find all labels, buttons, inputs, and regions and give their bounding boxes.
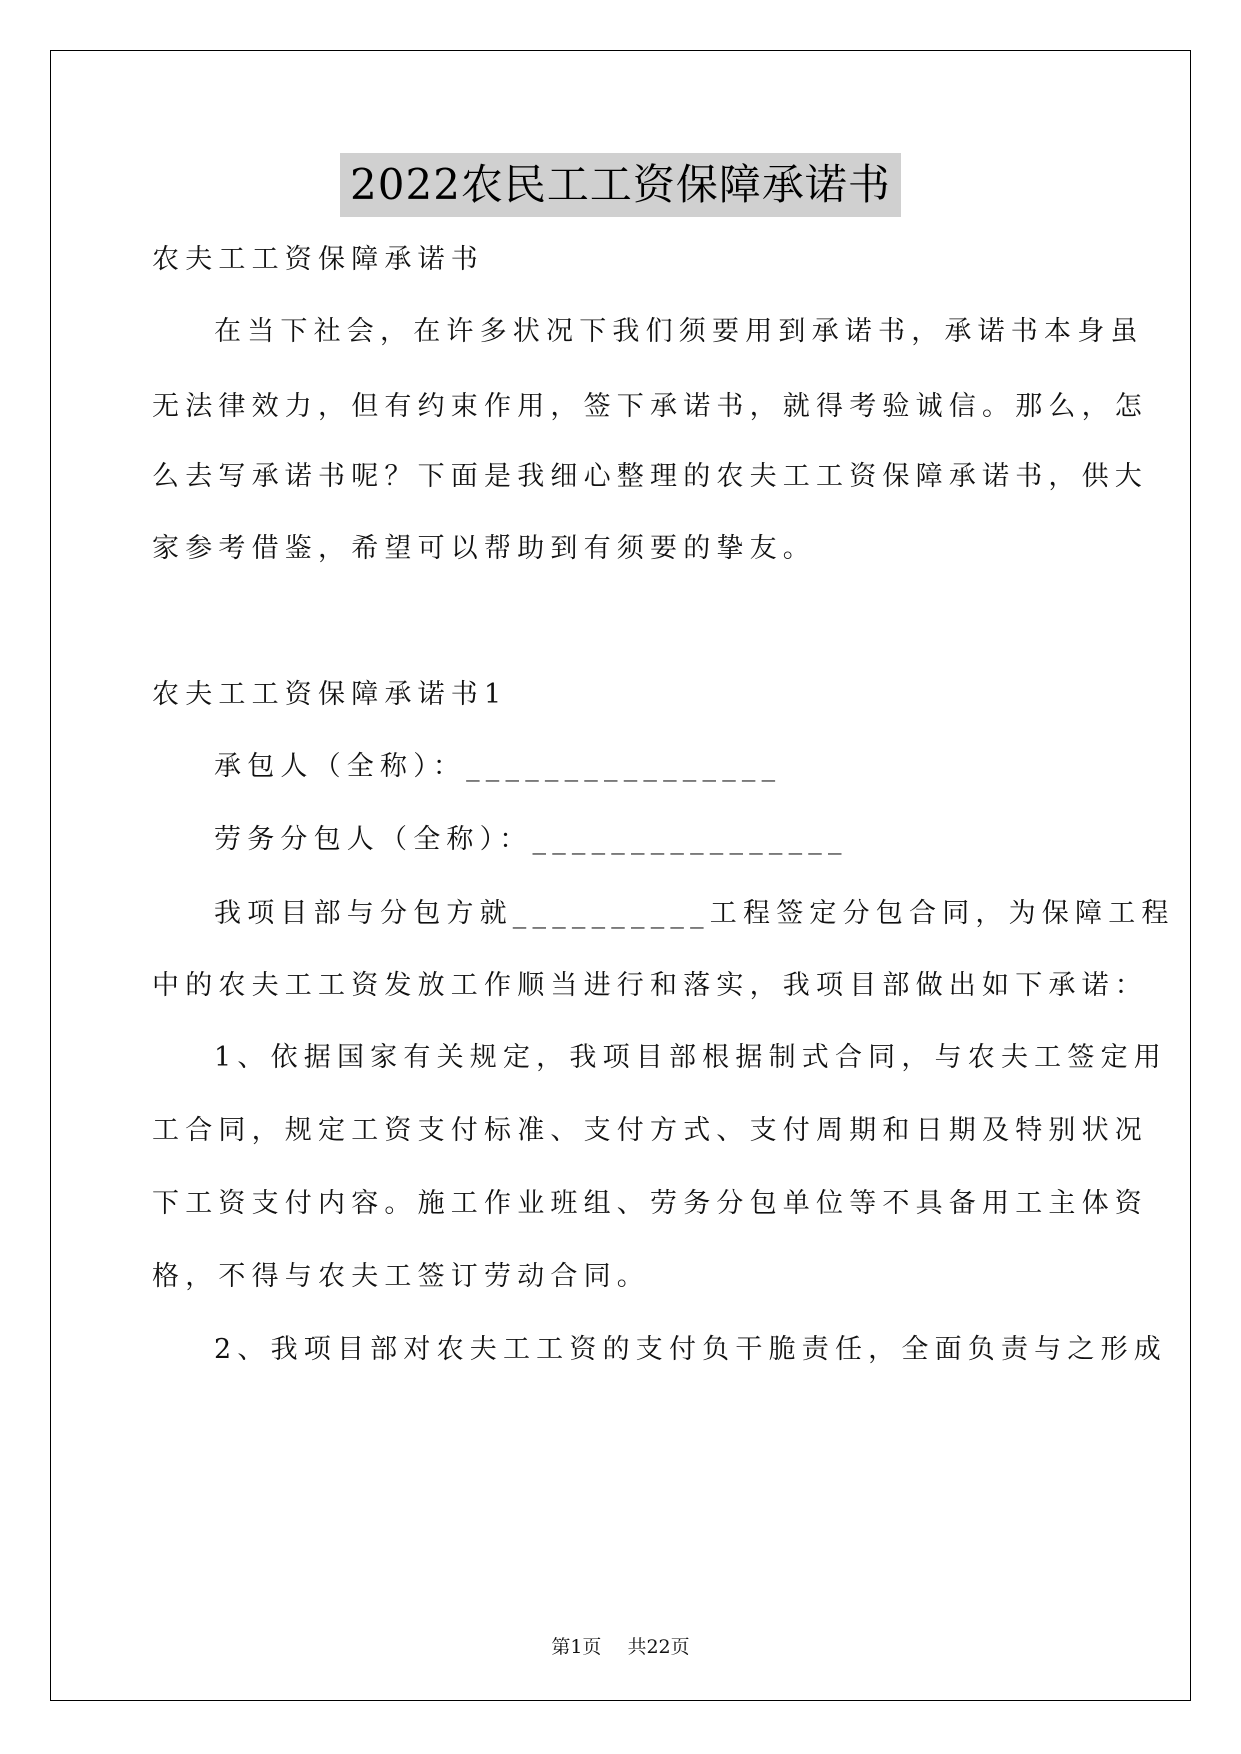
paragraph-line: 2、我项目部对农夫工工资的支付负干脆责任，全面负责与之形成 (214, 1334, 1167, 1365)
paragraph-line: 么去写承诺书呢？下面是我细心整理的农夫工工资保障承诺书，供大 (152, 461, 1148, 492)
paragraph-line: 在当下社会，在许多状况下我们须要用到承诺书，承诺书本身虽 (214, 316, 1144, 347)
paragraph-line: 下工资支付内容。施工作业班组、劳务分包单位等不具备用工主体资 (152, 1188, 1148, 1219)
paragraph-line: 工合同，规定工资支付标准、支付方式、支付周期和日期及特别状况 (152, 1115, 1148, 1146)
paragraph-line: 格，不得与农夫工签订劳动合同。 (152, 1261, 650, 1292)
section-heading: 农夫工工资保障承诺书1 (152, 679, 508, 710)
paragraph-line: 我项目部与分包方就__________工程签定分包合同，为保障工程 (214, 898, 1175, 929)
title-wrap (0, 153, 1241, 217)
document-title: 2022农民工工资保障承诺书 (340, 153, 901, 217)
paragraph-line: 中的农夫工工资发放工作顺当进行和落实，我项目部做出如下承诺： (152, 970, 1148, 1001)
paragraph-line: 1、依据国家有关规定，我项目部根据制式合同，与农夫工签定用 (214, 1042, 1167, 1073)
page-total: 共22页 (627, 1636, 690, 1658)
paragraph-line: 家参考借鉴，希望可以帮助到有须要的挚友。 (152, 533, 816, 564)
intro-heading: 农夫工工资保障承诺书 (152, 244, 484, 275)
subcontractor-field: 劳务分包人（全称）：________________ (214, 824, 848, 855)
page-border (50, 50, 1191, 1701)
page-footer (0, 1632, 1241, 1659)
page-number: 第1页 (551, 1636, 602, 1658)
paragraph-line: 无法律效力，但有约束作用，签下承诺书，就得考验诚信。那么，怎 (152, 391, 1148, 422)
contractor-field: 承包人（全称）：________________ (214, 751, 782, 782)
